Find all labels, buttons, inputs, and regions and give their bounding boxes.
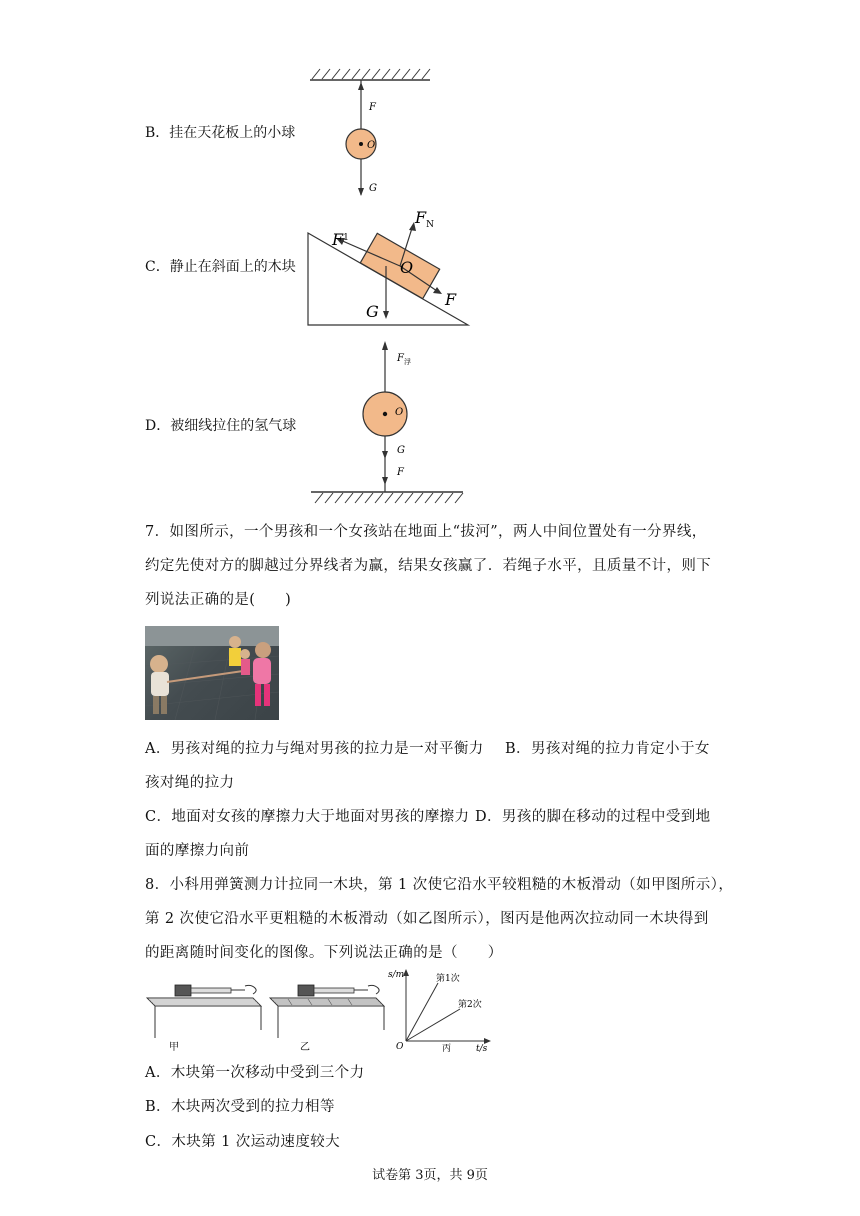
option-b-text: B．挂在天花板上的小球: [145, 125, 296, 141]
question-7-option-a: A．男孩对绳的拉力与绳对男孩的拉力是一对平衡力: [145, 741, 484, 757]
question-8-option-a: A．木块第一次移动中受到三个力: [145, 1065, 365, 1081]
series-line-second: [406, 1009, 460, 1041]
question-7-line-1: 7．如图所示，一个男孩和一个女孩站在地面上“拔河”，两人中间位置处有一分界线，: [145, 524, 707, 540]
figure-jia-label: 甲: [169, 1042, 179, 1053]
option-d-text: D．被细线拉住的氢气球: [145, 418, 297, 434]
center-label-o: O: [400, 258, 414, 277]
question-7-option-b-line-1: B．男孩对绳的拉力肯定小于女: [505, 741, 710, 757]
figure-yi-spring-scale: [268, 982, 388, 1054]
tug-of-war-photo: [145, 626, 279, 720]
figure-c-block-on-incline: [300, 205, 475, 330]
question-7-line-3: 列说法正确的是( ): [145, 592, 292, 608]
question-8-option-b: B．木块两次受到的拉力相等: [145, 1099, 335, 1115]
question-7-option-c: C．地面对女孩的摩擦力大于地面对男孩的摩擦力: [145, 809, 470, 825]
friction-force-label: $F^1$: [332, 230, 349, 249]
gravity-label-g: G: [369, 183, 377, 194]
question-8-line-3: 的距离随时间变化的图像。下列说法正确的是（ ）: [145, 945, 503, 961]
force-label-f: F: [369, 102, 376, 113]
question-8-line-1: 8．小科用弹簧测力计拉同一木块，第 1 次使它沿水平较粗糙的木板滑动（如甲图所示），: [145, 877, 734, 893]
option-c-text: C．静止在斜面上的木块: [145, 259, 296, 275]
figure-b-hanging-ball: [300, 60, 440, 205]
figure-bing-distance-time-graph: [388, 965, 498, 1055]
series-line-first: [406, 983, 438, 1041]
figure-bing-label: 丙: [442, 1044, 452, 1054]
question-7-option-d-line-2: 面的摩擦力向前: [145, 843, 250, 859]
origin-label: O: [396, 1042, 404, 1052]
question-7-option-d-line-1: D．男孩的脚在移动的过程中受到地: [475, 809, 711, 825]
x-axis-label: t/s: [476, 1044, 488, 1054]
page-footer: 试卷第 3页，共 9页: [372, 1168, 488, 1183]
tension-label-f: F: [397, 467, 404, 478]
series-label-first: 第1次: [436, 974, 460, 984]
question-7-option-b-line-2: 孩对绳的拉力: [145, 775, 235, 791]
gravity-label-g: G: [366, 302, 379, 321]
series-label-second: 第2次: [458, 1000, 482, 1010]
gravity-label-g: G: [397, 445, 405, 456]
center-label-o: O: [395, 407, 404, 418]
figure-d-balloon: [305, 335, 470, 515]
figure-jia-spring-scale: [145, 982, 265, 1054]
figure-yi-label: 乙: [300, 1042, 310, 1053]
question-8-option-c: C．木块第 1 次运动速度较大: [145, 1134, 341, 1150]
question-7-line-2: 约定先使对方的脚越过分界线者为赢，结果女孩赢了．若绳子水平，且质量不计，则下: [145, 558, 712, 574]
buoyancy-label: $F_浮$: [397, 353, 411, 366]
center-label-o: O: [367, 140, 376, 151]
normal-force-label: $F_N$: [415, 208, 434, 230]
question-8-line-2: 第 2 次使它沿水平更粗糙的木板滑动（如乙图所示），图丙是他两次拉动同一木块得到: [145, 911, 709, 927]
pull-force-label: F: [445, 290, 457, 309]
y-axis-label: s/m: [388, 970, 405, 980]
